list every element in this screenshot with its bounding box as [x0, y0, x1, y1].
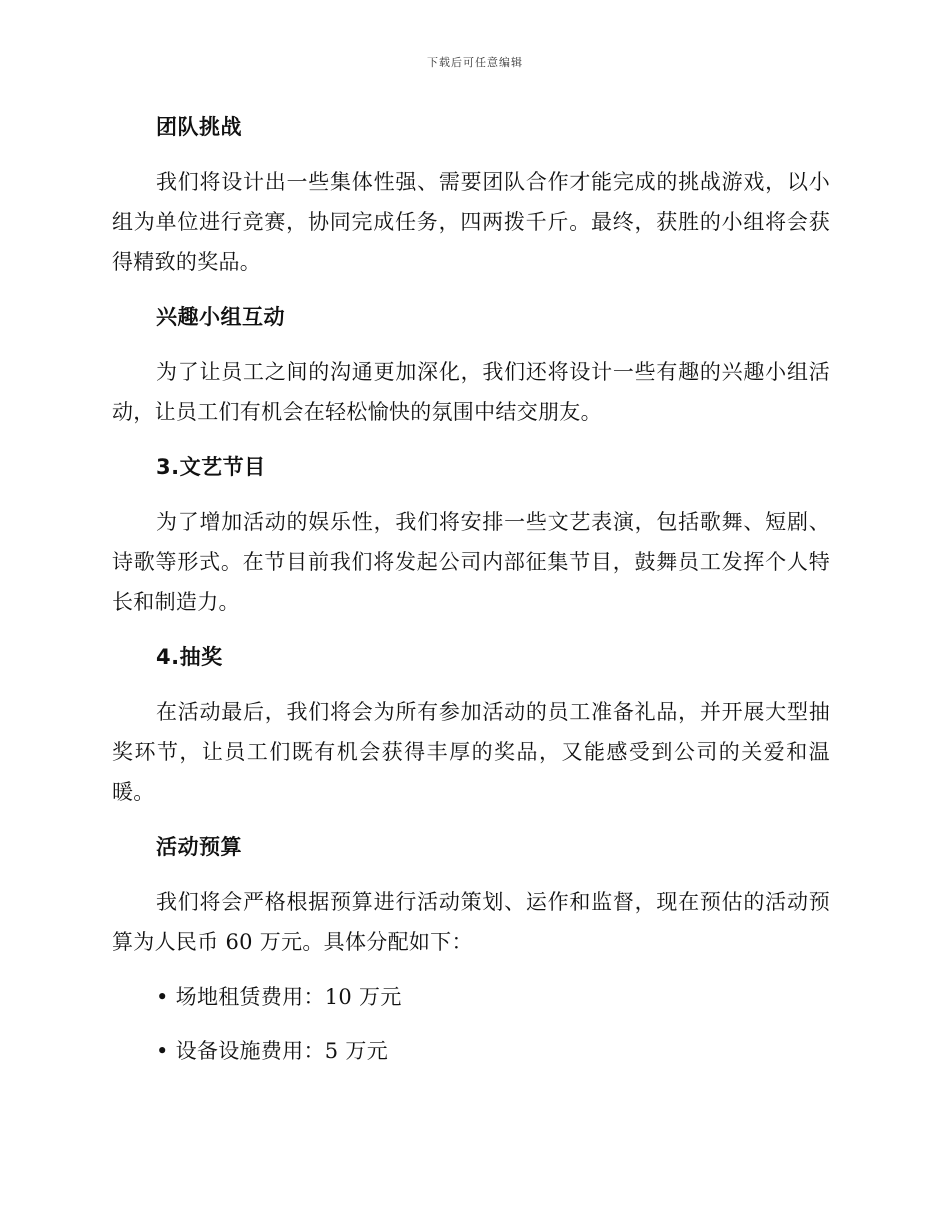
budget-item: • 场地租赁费用：10 万元 [156, 985, 402, 1009]
section-heading-interest-groups: 兴趣小组互动 [156, 305, 285, 329]
section-paragraph-performances: 为了增加活动的娱乐性，我们将安排一些文艺表演，包括歌舞、短剧、诗歌等形式。在节目前我们将发起公司内部征集节目，鼓舞员工发挥个人特长和制造力。 [112, 510, 830, 614]
budget-item: • 设备设施费用：5 万元 [156, 1039, 388, 1063]
section-paragraph-lottery: 在活动最后，我们将会为所有参加活动的员工准备礼品，并开展大型抽奖环节，让员工们既有机会获得丰厚的奖品，又能感受到公司的关爱和温暖。 [112, 700, 830, 804]
section-paragraph-team-challenge: 我们将设计出一些集体性强、需要团队合作才能完成的挑战游戏，以小组为单位进行竞赛，协同完成任务，四两拨千斤。最终，获胜的小组将会获得精致的奖品。 [112, 170, 830, 274]
section-heading-team-challenge: 团队挑战 [156, 115, 242, 139]
section-heading-performances: 3.文艺节目 [156, 455, 266, 479]
header-note: 下载后可任意编辑 [427, 56, 523, 69]
section-heading-budget: 活动预算 [156, 835, 242, 859]
section-paragraph-budget: 我们将会严格根据预算进行活动策划、运作和监督，现在预估的活动预算为人民币 60 万元。具体分配如下： [112, 890, 830, 954]
document-body [112, 108, 830, 1070]
section-paragraph-interest-groups: 为了让员工之间的沟通更加深化，我们还将设计一些有趣的兴趣小组活动，让员工们有机会在轻松愉快的氛围中结交朋友。 [112, 360, 830, 424]
section-heading-lottery: 4.抽奖 [156, 645, 223, 669]
